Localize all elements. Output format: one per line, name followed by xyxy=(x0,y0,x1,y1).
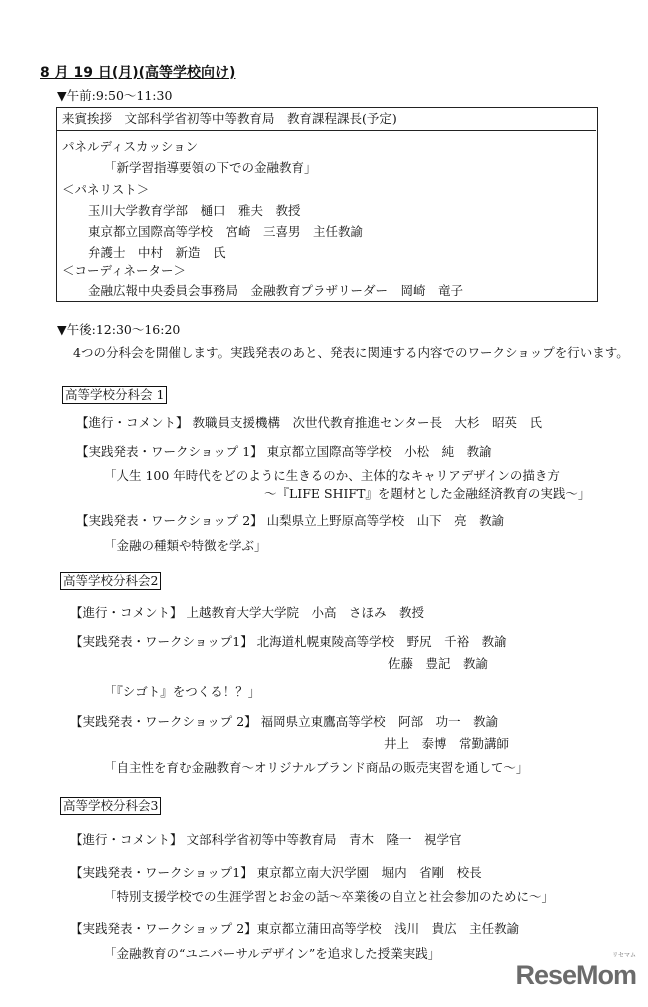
session-3-moderator: 【進行・コメント】 文部科学省初等中等教育局 青木 隆一 視学官 xyxy=(70,832,462,847)
session-3-workshop-1-title: 「特別支援学校での生涯学習とお金の話～卒業後の自立と社会参加のために～」 xyxy=(104,889,555,904)
afternoon-time: ▼午後:12:30～16:20 xyxy=(57,322,181,337)
session-1-workshop-1: 【実践発表・ワークショップ 1】 東京都立国際高等学校 小松 純 教諭 xyxy=(76,444,492,459)
panel-label: パネルディスカッション xyxy=(62,139,199,154)
session-3-label: 高等学校分科会3 xyxy=(60,797,161,815)
session-2-workshop-2-title: 「自主性を育む金融教育～オリジナルブランド商品の販売実習を通して～」 xyxy=(104,760,529,775)
page-title: 8 月 19 日(月)(高等学校向け) xyxy=(40,65,236,81)
resemom-logo xyxy=(515,952,636,990)
session-2-moderator: 【進行・コメント】 上越教育大学大学院 小高 さほみ 教授 xyxy=(70,605,424,620)
logo-ruby: リセマム xyxy=(612,953,636,959)
morning-time: ▼午前:9:50～11:30 xyxy=(57,88,173,103)
divider xyxy=(56,130,596,131)
session-2-workshop-1: 【実践発表・ワークショップ1】 北海道札幌東陵高等学校 野尻 千裕 教諭 xyxy=(70,634,507,649)
session-1-workshop-2-title: 「金融の種類や特徴を学ぶ」 xyxy=(104,538,267,553)
coordinator-label: ＜コーディネーター＞ xyxy=(62,263,187,278)
session-1-workshop-2: 【実践発表・ワークショップ 2】 山梨県立上野原高等学校 山下 亮 教諭 xyxy=(76,513,505,528)
panelists-label: ＜パネリスト＞ xyxy=(62,182,150,197)
session-1-moderator: 【進行・コメント】 教職員支援機構 次世代教育推進センター長 大杉 昭英 氏 xyxy=(76,415,542,430)
panel-theme: 「新学習指導要領の下での金融教育」 xyxy=(104,160,317,175)
afternoon-description: 4つの分科会を開催します。実践発表のあと、発表に関連する内容でのワークショップを行います。 xyxy=(73,345,629,360)
session-1-workshop-1-title: 「人生 100 年時代をどのように生きるのか、主体的なキャリアデザインの描き方 xyxy=(104,468,560,483)
session-2-workshop-2-presenter-2: 井上 泰博 常勤講師 xyxy=(384,736,510,751)
panelist: 東京都立国際高等学校 宮崎 三喜男 主任教諭 xyxy=(88,224,364,239)
session-1-label: 高等学校分科会 1 xyxy=(62,386,167,404)
coordinator: 金融広報中央委員会事務局 金融教育プラザリーダー 岡崎 竜子 xyxy=(88,283,464,298)
session-2-workshop-2: 【実践発表・ワークショップ 2】 福岡県立東鷹高等学校 阿部 功一 教諭 xyxy=(70,714,499,729)
greeting: 来賓挨拶 文部科学省初等中等教育局 教育課程課長(予定) xyxy=(62,111,397,126)
panelist: 弁護士 中村 新造 氏 xyxy=(88,245,226,260)
session-2-workshop-1-title: 「『シゴト』をつくる！？」 xyxy=(104,684,261,699)
session-3-workshop-1: 【実践発表・ワークショップ1】 東京都立南大沢学園 堀内 省剛 校長 xyxy=(70,865,482,880)
session-3-workshop-2-title: 「金融教育の“ユニバーサルデザイン”を追求した授業実践」 xyxy=(104,946,441,961)
session-1-workshop-1-subtitle: ～『LIFE SHIFT』を題材とした金融経済教育の実践～」 xyxy=(264,486,591,501)
session-3-workshop-2: 【実践発表・ワークショップ 2】東京都立蒲田高等学校 浅川 貴広 主任教諭 xyxy=(70,921,520,936)
logo-text: ReseMom xyxy=(515,960,636,990)
session-2-workshop-1-presenter-2: 佐藤 豊記 教諭 xyxy=(388,656,489,671)
panelist: 玉川大学教育学部 樋口 雅夫 教授 xyxy=(88,203,301,218)
session-2-label: 高等学校分科会2 xyxy=(60,572,161,590)
